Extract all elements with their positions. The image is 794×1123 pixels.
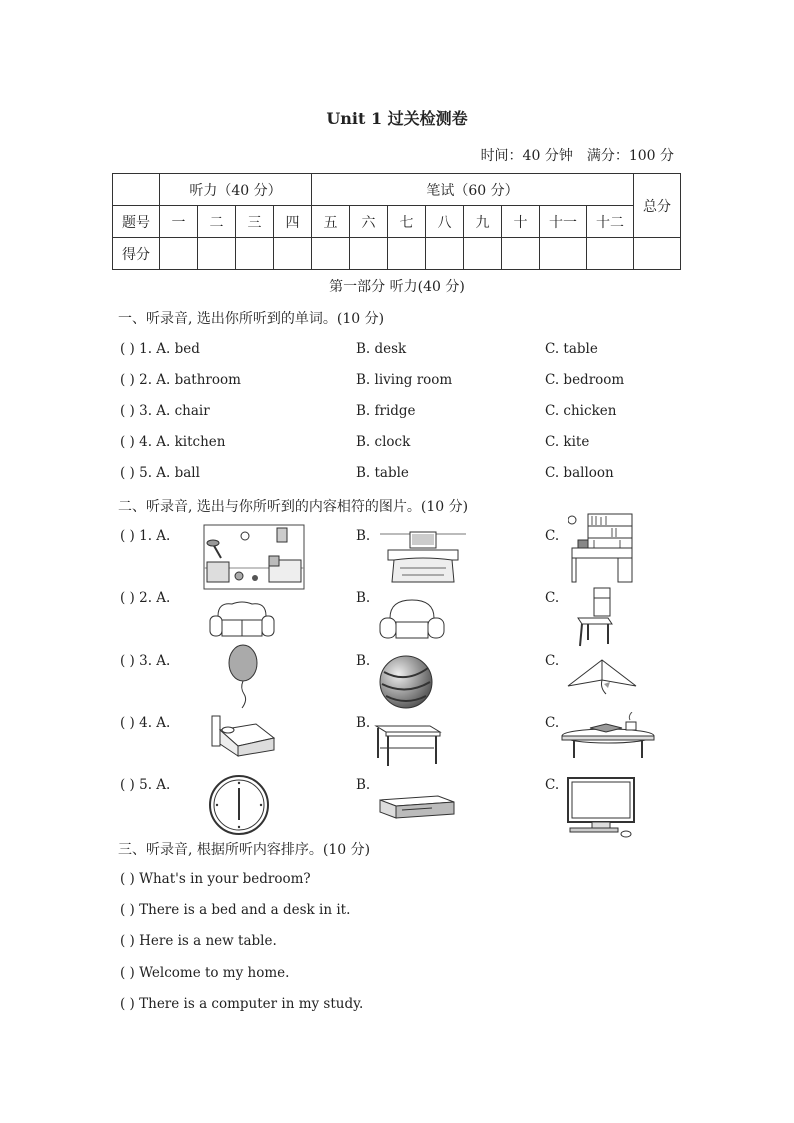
score-cell[interactable] (464, 238, 502, 270)
question-1-5: ( ) 5. A. ball (120, 465, 200, 481)
row-label-number: 题号 (113, 206, 160, 238)
num-cell: 二 (198, 206, 236, 238)
option-b: B. fridge (356, 403, 416, 419)
num-cell: 五 (312, 206, 350, 238)
num-cell: 四 (274, 206, 312, 238)
num-cell: 六 (350, 206, 388, 238)
question-2-4: ( ) 4. A. (120, 715, 171, 731)
option-b: B. table (356, 465, 409, 481)
question-1-4: ( ) 4. A. kitchen (120, 434, 226, 450)
section3-title: 三、听录音, 根据所听内容排序。(10 分) (118, 842, 371, 858)
ordering-item: ( ) There is a bed and a desk in it. (120, 902, 351, 918)
computer-icon[interactable] (566, 776, 638, 840)
coffee-table-icon[interactable] (560, 712, 656, 760)
dvd-player-icon[interactable] (376, 792, 456, 822)
clock-icon[interactable] (208, 774, 270, 836)
bedroom-scene-icon[interactable] (203, 524, 305, 590)
score-table (112, 173, 681, 270)
score-cell[interactable] (350, 238, 388, 270)
listening-header: 听力（40 分） (160, 174, 312, 206)
total-score-cell[interactable] (634, 238, 681, 270)
chair-icon[interactable] (574, 586, 616, 648)
option-c: C. bedroom (545, 372, 625, 388)
option-c: C. balloon (545, 465, 614, 481)
option-b: B. (356, 590, 371, 606)
part1-title: 第一部分 听力(40 分) (329, 279, 465, 295)
question-1-2: ( ) 2. A. bathroom (120, 372, 241, 388)
corner-cell (113, 174, 160, 206)
score-cell[interactable] (236, 238, 274, 270)
question-2-1: ( ) 1. A. (120, 528, 171, 544)
ordering-item: ( ) Welcome to my home. (120, 965, 290, 981)
question-2-2: ( ) 2. A. (120, 590, 171, 606)
option-c: C. (545, 715, 560, 731)
table-icon[interactable] (374, 718, 442, 768)
option-c: C. kite (545, 434, 590, 450)
num-cell: 十 (502, 206, 540, 238)
score-cell[interactable] (388, 238, 426, 270)
ball-icon[interactable] (378, 654, 434, 710)
page-title: Unit 1 过关检测卷 (326, 109, 468, 128)
option-b: B. desk (356, 341, 407, 357)
question-1-1: ( ) 1. A. bed (120, 341, 200, 357)
study-scene-icon[interactable] (568, 512, 636, 584)
bed-icon[interactable] (208, 714, 276, 758)
num-cell: 一 (160, 206, 198, 238)
option-c: C. chicken (545, 403, 617, 419)
score-cell[interactable] (426, 238, 464, 270)
score-cell[interactable] (540, 238, 587, 270)
writing-header: 笔试（60 分） (312, 174, 634, 206)
option-b: B. (356, 715, 371, 731)
option-b: B. (356, 653, 371, 669)
option-c: C. (545, 590, 560, 606)
score-cell[interactable] (160, 238, 198, 270)
question-2-3: ( ) 3. A. (120, 653, 171, 669)
num-cell: 三 (236, 206, 274, 238)
score-cell[interactable] (198, 238, 236, 270)
row-label-score: 得分 (113, 238, 160, 270)
option-b: B. (356, 528, 371, 544)
sofa-icon[interactable] (208, 598, 276, 640)
score-cell[interactable] (502, 238, 540, 270)
ordering-item: ( ) Here is a new table. (120, 933, 277, 949)
option-c: C. (545, 777, 560, 793)
num-cell: 九 (464, 206, 502, 238)
question-2-5: ( ) 5. A. (120, 777, 171, 793)
section2-title: 二、听录音, 选出与你所听到的内容相符的图片。(10 分) (118, 499, 469, 515)
section1-title: 一、听录音, 选出你所听到的单词。(10 分) (118, 311, 385, 327)
exam-meta: 时间：40 分钟 满分：100 分 (480, 148, 674, 164)
living-room-scene-icon[interactable] (380, 520, 466, 586)
option-b: B. (356, 777, 371, 793)
option-c: C. (545, 528, 560, 544)
question-1-3: ( ) 3. A. chair (120, 403, 210, 419)
ordering-item: ( ) What's in your bedroom? (120, 871, 311, 887)
num-cell: 十二 (587, 206, 634, 238)
option-c: C. (545, 653, 560, 669)
num-cell: 八 (426, 206, 464, 238)
option-b: B. living room (356, 372, 453, 388)
armchair-icon[interactable] (378, 598, 446, 642)
num-cell: 七 (388, 206, 426, 238)
option-c: C. table (545, 341, 598, 357)
score-cell[interactable] (312, 238, 350, 270)
balloon-icon[interactable] (226, 644, 260, 710)
ordering-item: ( ) There is a computer in my study. (120, 996, 364, 1012)
kite-icon[interactable] (566, 656, 638, 696)
score-cell[interactable] (587, 238, 634, 270)
option-b: B. clock (356, 434, 411, 450)
total-label: 总分 (634, 174, 681, 238)
num-cell: 十一 (540, 206, 587, 238)
score-cell[interactable] (274, 238, 312, 270)
